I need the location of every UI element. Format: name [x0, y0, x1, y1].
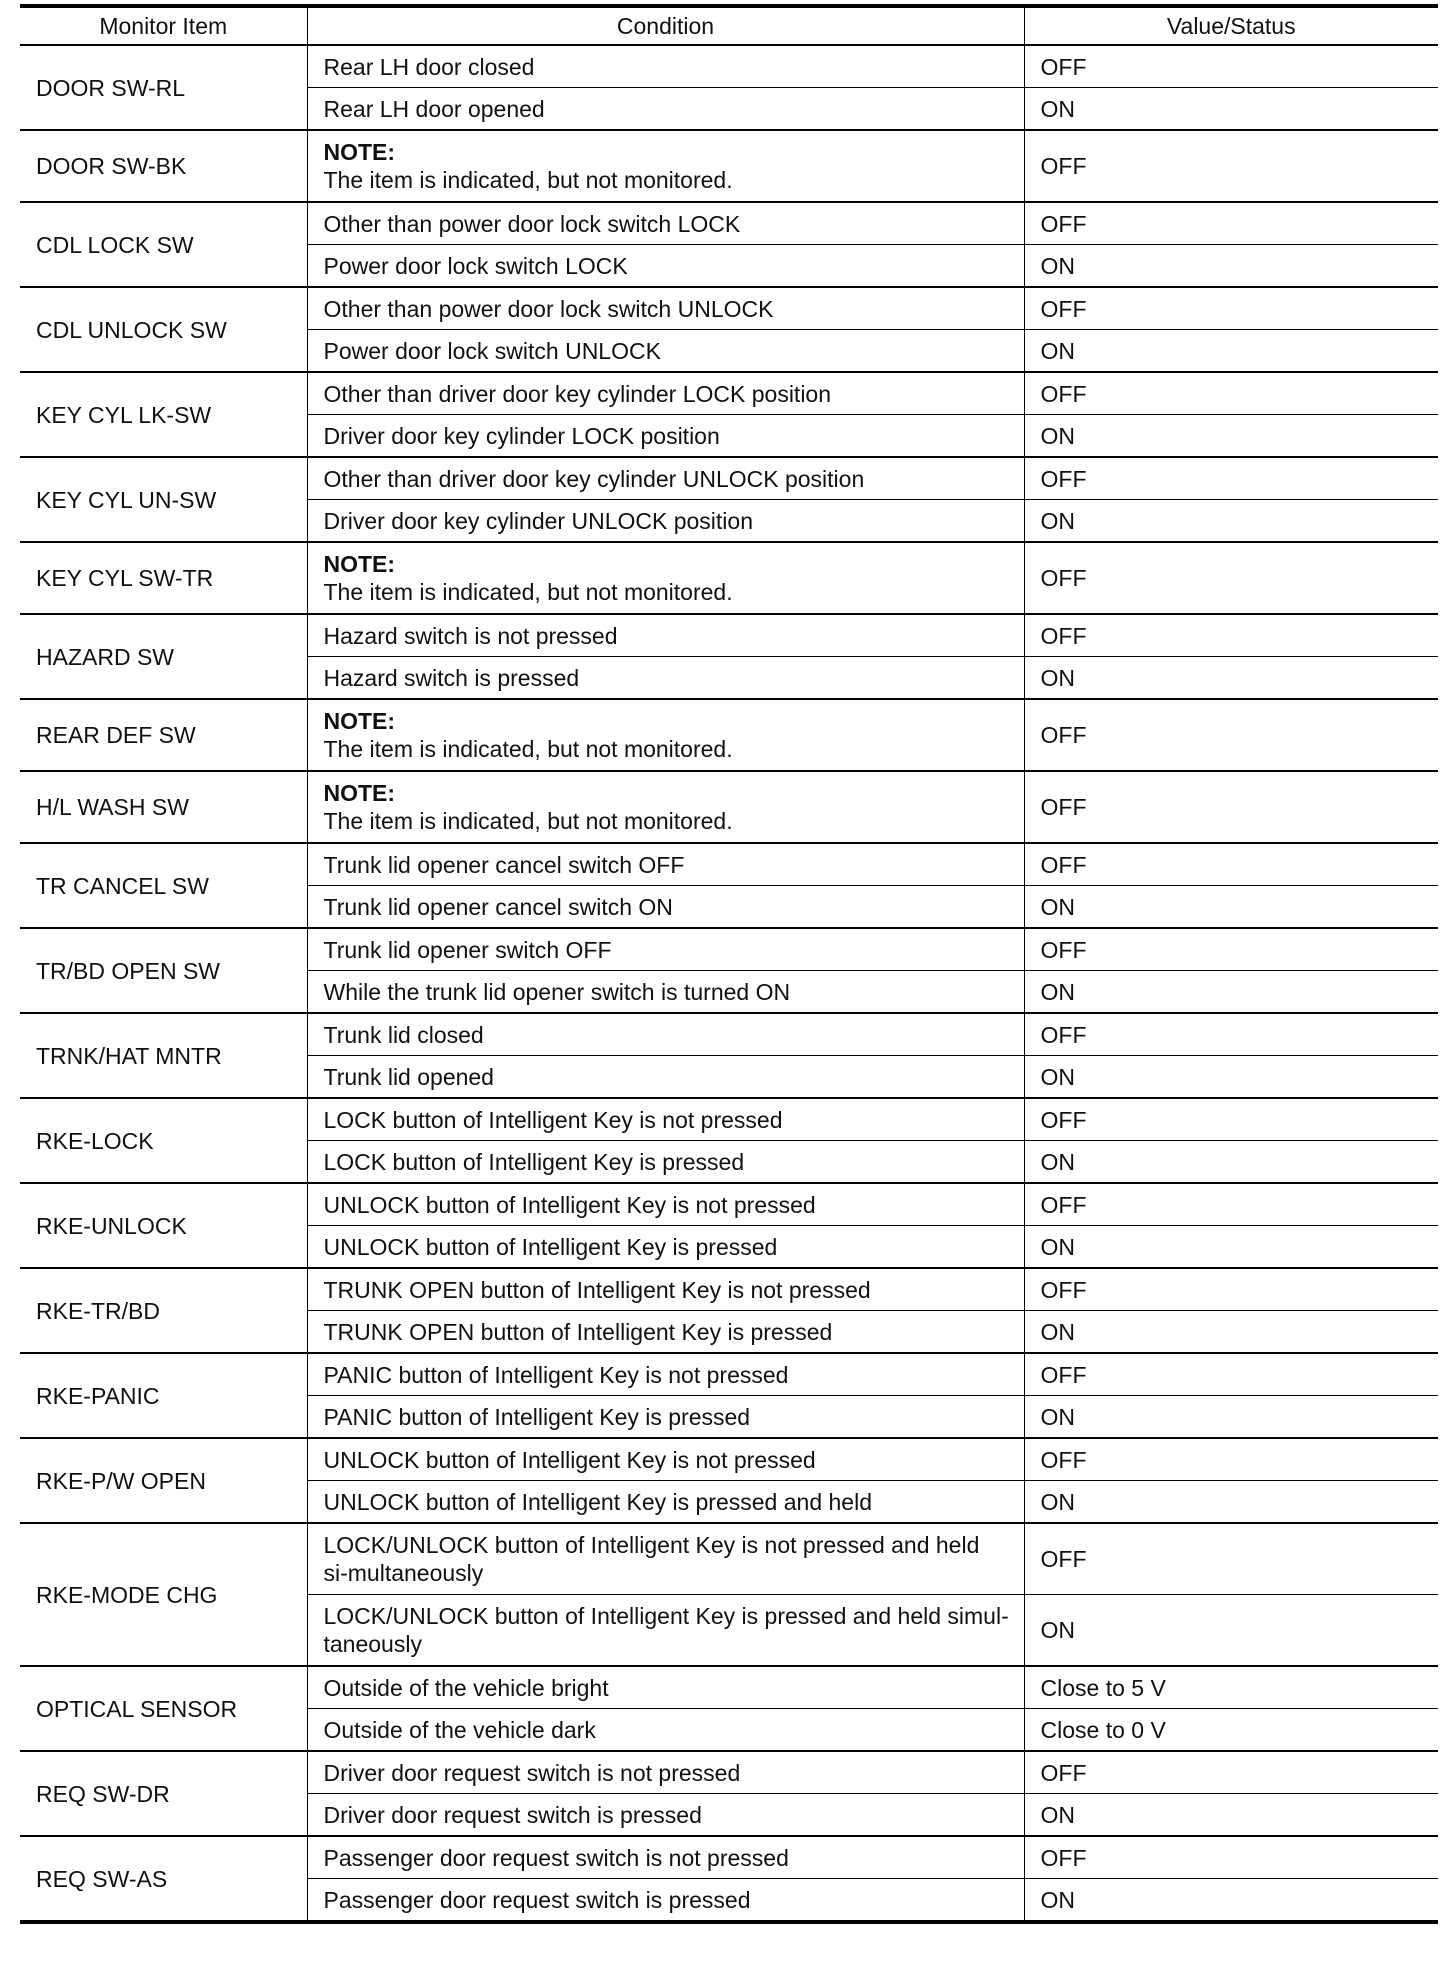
table-row: [20, 1353, 1438, 1396]
header-row: [20, 6, 1438, 45]
condition-cell: LOCK button of Intelligent Key is pressed: [307, 1141, 1024, 1184]
note-label: NOTE:: [323, 139, 396, 165]
condition-cell: PANIC button of Intelligent Key is pressed: [307, 1396, 1024, 1439]
condition-cell: Driver door request switch is pressed: [307, 1794, 1024, 1837]
table-row: [20, 202, 1438, 245]
condition-cell: While the trunk lid opener switch is turned ON: [307, 971, 1024, 1014]
table-row: [20, 771, 1438, 843]
condition-cell: Hazard switch is not pressed: [307, 614, 1024, 657]
value-status-cell: OFF: [1024, 699, 1438, 771]
monitor-item-cell: CDL LOCK SW: [20, 202, 307, 287]
condition-cell: LOCK/UNLOCK button of Intelligent Key is not pressed and held si-multaneously: [307, 1523, 1024, 1595]
condition-cell: Trunk lid opener cancel switch ON: [307, 886, 1024, 929]
monitor-item-group: [20, 1438, 1438, 1523]
monitor-item-cell: KEY CYL LK-SW: [20, 372, 307, 457]
value-status-cell: OFF: [1024, 542, 1438, 614]
value-status-cell: ON: [1024, 1141, 1438, 1184]
monitor-item-cell: REQ SW-DR: [20, 1751, 307, 1836]
note-label: NOTE:: [323, 780, 396, 806]
condition-cell: LOCK button of Intelligent Key is not pressed: [307, 1098, 1024, 1141]
condition-cell: Other than driver door key cylinder UNLOCK position: [307, 457, 1024, 500]
value-status-cell: ON: [1024, 1595, 1438, 1667]
table-row: [20, 1183, 1438, 1226]
value-status-cell: OFF: [1024, 614, 1438, 657]
monitor-item-group: [20, 928, 1438, 1013]
condition-cell: [307, 771, 1024, 843]
table-header: [20, 6, 1438, 45]
table-row: [20, 45, 1438, 88]
monitor-item-group: [20, 130, 1438, 202]
condition-cell: Outside of the vehicle dark: [307, 1709, 1024, 1752]
condition-cell: TRUNK OPEN button of Intelligent Key is not pressed: [307, 1268, 1024, 1311]
value-status-cell: ON: [1024, 245, 1438, 288]
table-row: [20, 1438, 1438, 1481]
table-row: [20, 1013, 1438, 1056]
monitor-item-cell: TR/BD OPEN SW: [20, 928, 307, 1013]
monitor-item-cell: REQ SW-AS: [20, 1836, 307, 1922]
header-value-status: Value/Status: [1024, 6, 1438, 45]
condition-cell: Other than power door lock switch LOCK: [307, 202, 1024, 245]
value-status-cell: ON: [1024, 1311, 1438, 1354]
monitor-item-group: [20, 202, 1438, 287]
value-status-cell: OFF: [1024, 130, 1438, 202]
condition-cell: [307, 130, 1024, 202]
condition-cell: Hazard switch is pressed: [307, 657, 1024, 700]
monitor-item-cell: TR CANCEL SW: [20, 843, 307, 928]
condition-cell: UNLOCK button of Intelligent Key is pressed and held: [307, 1481, 1024, 1524]
monitor-item-group: [20, 699, 1438, 771]
table-row: [20, 1268, 1438, 1311]
condition-cell: UNLOCK button of Intelligent Key is not pressed: [307, 1438, 1024, 1481]
monitor-item-group: [20, 1013, 1438, 1098]
monitor-item-cell: HAZARD SW: [20, 614, 307, 699]
monitor-item-cell: OPTICAL SENSOR: [20, 1666, 307, 1751]
condition-cell: Other than power door lock switch UNLOCK: [307, 287, 1024, 330]
condition-cell: Passenger door request switch is pressed: [307, 1879, 1024, 1923]
condition-cell: Other than driver door key cylinder LOCK position: [307, 372, 1024, 415]
condition-cell: Driver door request switch is not pressed: [307, 1751, 1024, 1794]
condition-cell: UNLOCK button of Intelligent Key is pressed: [307, 1226, 1024, 1269]
note-label: NOTE:: [323, 551, 396, 577]
table-row: [20, 542, 1438, 614]
value-status-cell: OFF: [1024, 1353, 1438, 1396]
note-label: NOTE:: [323, 708, 396, 734]
value-status-cell: Close to 5 V: [1024, 1666, 1438, 1709]
condition-cell: Rear LH door closed: [307, 45, 1024, 88]
value-status-cell: OFF: [1024, 1523, 1438, 1595]
note-text: The item is indicated, but not monitored.: [323, 736, 733, 762]
monitor-item-group: [20, 1183, 1438, 1268]
table-row: [20, 1836, 1438, 1879]
note-text: The item is indicated, but not monitored.: [323, 579, 733, 605]
monitor-item-cell: RKE-UNLOCK: [20, 1183, 307, 1268]
value-status-cell: ON: [1024, 500, 1438, 543]
monitor-item-group: [20, 1098, 1438, 1183]
condition-cell: PANIC button of Intelligent Key is not pressed: [307, 1353, 1024, 1396]
value-status-cell: ON: [1024, 415, 1438, 458]
value-status-cell: OFF: [1024, 771, 1438, 843]
value-status-cell: OFF: [1024, 1268, 1438, 1311]
condition-cell: [307, 542, 1024, 614]
condition-cell: TRUNK OPEN button of Intelligent Key is pressed: [307, 1311, 1024, 1354]
monitor-item-group: [20, 45, 1438, 130]
monitor-item-cell: DOOR SW-BK: [20, 130, 307, 202]
table-row: [20, 287, 1438, 330]
condition-cell: Trunk lid opener switch OFF: [307, 928, 1024, 971]
condition-cell: Driver door key cylinder LOCK position: [307, 415, 1024, 458]
monitor-table-container: [20, 4, 1438, 1924]
note-text: The item is indicated, but not monitored.: [323, 167, 733, 193]
table-row: [20, 843, 1438, 886]
monitor-item-group: [20, 542, 1438, 614]
condition-cell: [307, 699, 1024, 771]
value-status-cell: OFF: [1024, 372, 1438, 415]
table-row: [20, 928, 1438, 971]
value-status-cell: ON: [1024, 886, 1438, 929]
value-status-cell: OFF: [1024, 45, 1438, 88]
note-text: The item is indicated, but not monitored.: [323, 808, 733, 834]
monitor-item-group: [20, 457, 1438, 542]
header-condition: Condition: [307, 6, 1024, 45]
value-status-cell: OFF: [1024, 843, 1438, 886]
condition-cell: Driver door key cylinder UNLOCK position: [307, 500, 1024, 543]
monitor-item-group: [20, 1523, 1438, 1666]
value-status-cell: ON: [1024, 1481, 1438, 1524]
header-monitor-item: Monitor Item: [20, 6, 307, 45]
value-status-cell: ON: [1024, 1056, 1438, 1099]
table-row: [20, 614, 1438, 657]
monitor-item-group: [20, 614, 1438, 699]
value-status-cell: OFF: [1024, 928, 1438, 971]
monitor-item-group: [20, 372, 1438, 457]
monitor-item-cell: KEY CYL UN-SW: [20, 457, 307, 542]
monitor-item-table: [20, 4, 1438, 1924]
monitor-item-cell: RKE-MODE CHG: [20, 1523, 307, 1666]
value-status-cell: OFF: [1024, 457, 1438, 500]
value-status-cell: ON: [1024, 1879, 1438, 1923]
table-row: [20, 1523, 1438, 1595]
value-status-cell: OFF: [1024, 1751, 1438, 1794]
table-row: [20, 130, 1438, 202]
monitor-item-cell: H/L WASH SW: [20, 771, 307, 843]
monitor-item-group: [20, 1268, 1438, 1353]
value-status-cell: OFF: [1024, 287, 1438, 330]
value-status-cell: OFF: [1024, 1013, 1438, 1056]
value-status-cell: ON: [1024, 657, 1438, 700]
monitor-item-cell: KEY CYL SW-TR: [20, 542, 307, 614]
value-status-cell: ON: [1024, 971, 1438, 1014]
condition-cell: Trunk lid opened: [307, 1056, 1024, 1099]
monitor-item-cell: TRNK/HAT MNTR: [20, 1013, 307, 1098]
monitor-item-cell: RKE-PANIC: [20, 1353, 307, 1438]
condition-cell: UNLOCK button of Intelligent Key is not pressed: [307, 1183, 1024, 1226]
value-status-cell: ON: [1024, 88, 1438, 131]
monitor-item-cell: RKE-LOCK: [20, 1098, 307, 1183]
table-row: [20, 1666, 1438, 1709]
monitor-item-group: [20, 1666, 1438, 1751]
value-status-cell: OFF: [1024, 1438, 1438, 1481]
monitor-item-group: [20, 1836, 1438, 1922]
monitor-item-group: [20, 287, 1438, 372]
value-status-cell: OFF: [1024, 202, 1438, 245]
value-status-cell: ON: [1024, 330, 1438, 373]
condition-cell: Outside of the vehicle bright: [307, 1666, 1024, 1709]
condition-cell: Power door lock switch UNLOCK: [307, 330, 1024, 373]
table-row: [20, 1751, 1438, 1794]
monitor-item-cell: RKE-TR/BD: [20, 1268, 307, 1353]
monitor-item-group: [20, 843, 1438, 928]
table-row: [20, 1098, 1438, 1141]
value-status-cell: OFF: [1024, 1183, 1438, 1226]
condition-cell: Trunk lid closed: [307, 1013, 1024, 1056]
table-row: [20, 457, 1438, 500]
value-status-cell: ON: [1024, 1794, 1438, 1837]
table-row: [20, 372, 1438, 415]
condition-cell: Power door lock switch LOCK: [307, 245, 1024, 288]
value-status-cell: ON: [1024, 1396, 1438, 1439]
monitor-item-group: [20, 1353, 1438, 1438]
condition-cell: Rear LH door opened: [307, 88, 1024, 131]
condition-cell: LOCK/UNLOCK button of Intelligent Key is pressed and held simul-taneously: [307, 1595, 1024, 1667]
monitor-item-group: [20, 771, 1438, 843]
condition-cell: Trunk lid opener cancel switch OFF: [307, 843, 1024, 886]
monitor-item-cell: REAR DEF SW: [20, 699, 307, 771]
monitor-item-cell: DOOR SW-RL: [20, 45, 307, 130]
value-status-cell: Close to 0 V: [1024, 1709, 1438, 1752]
value-status-cell: OFF: [1024, 1098, 1438, 1141]
monitor-item-cell: CDL UNLOCK SW: [20, 287, 307, 372]
condition-cell: Passenger door request switch is not pressed: [307, 1836, 1024, 1879]
monitor-item-group: [20, 1751, 1438, 1836]
monitor-item-cell: RKE-P/W OPEN: [20, 1438, 307, 1523]
value-status-cell: OFF: [1024, 1836, 1438, 1879]
value-status-cell: ON: [1024, 1226, 1438, 1269]
table-row: [20, 699, 1438, 771]
